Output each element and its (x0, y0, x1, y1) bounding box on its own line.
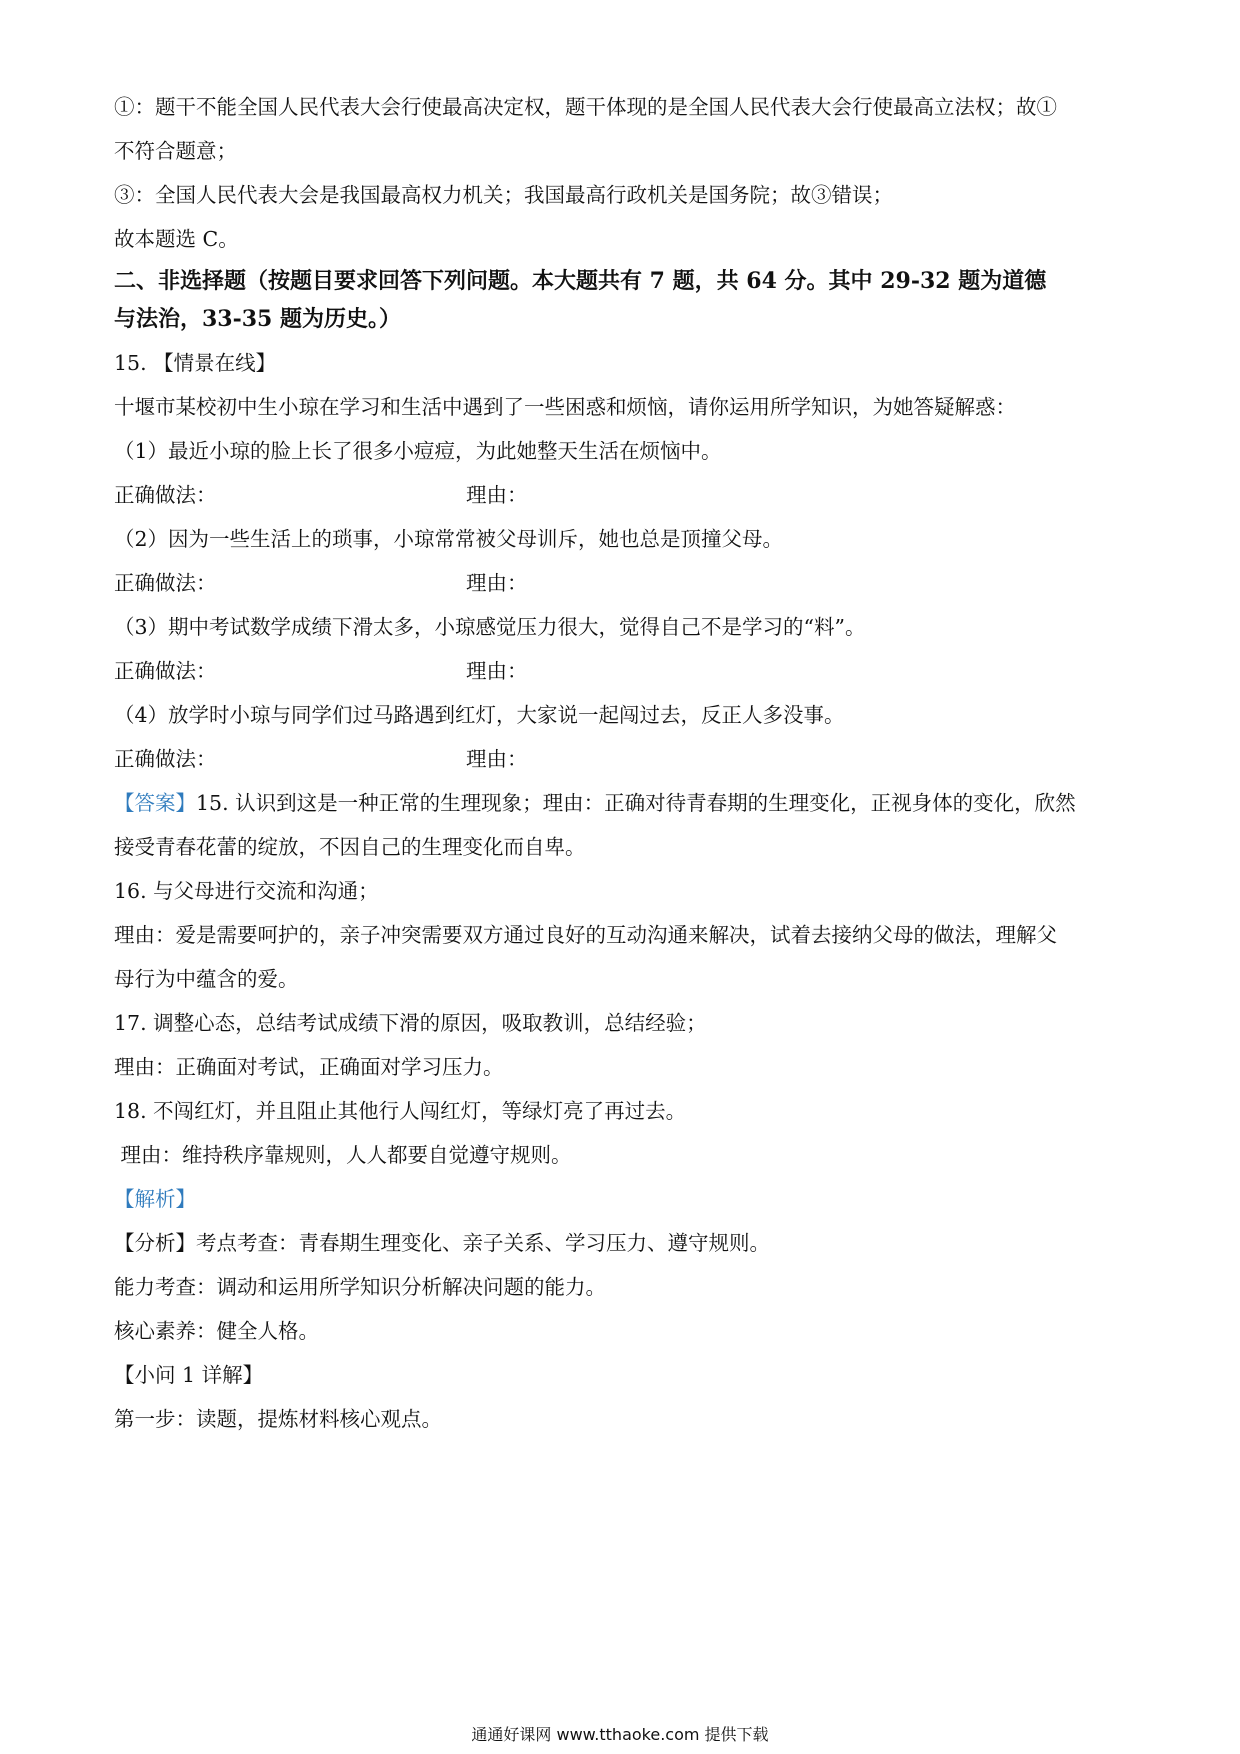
scenario-1: （1）最近小琼的脸上长了很多小痘痘，为此她整天生活在烦恼中。 (114, 439, 722, 463)
text-line: 理由：维持秩序靠规则，人人都要自觉遵守规则。 (114, 1143, 572, 1167)
answer-row (114, 744, 1134, 774)
reason-label: 理由： (466, 483, 528, 507)
reason-label: 理由： (466, 747, 528, 771)
reason-label: 理由： (466, 571, 528, 595)
text-line: 不符合题意； (114, 139, 237, 163)
question-intro: 十堰市某校初中生小琼在学习和生活中遇到了一些困惑和烦恼，请你运用所学知识，为她答疑解惑： (114, 395, 1016, 419)
analysis-line: 能力考查：调动和运用所学知识分析解决问题的能力。 (114, 1275, 606, 1299)
reason-label: 理由： (466, 659, 528, 683)
scenario-2: （2）因为一些生活上的琐事，小琼常常被父母训斥，她也总是顶撞父母。 (114, 527, 784, 551)
answer-15-line (114, 788, 1134, 818)
text-line: 接受青春花蕾的绽放，不因自己的生理变化而自卑。 (114, 835, 586, 859)
text-line: 故本题选 C。 (114, 227, 239, 251)
scenario-4: （4）放学时小琼与同学们过马路遇到红灯，大家说一起闯过去，反正人多没事。 (114, 703, 845, 727)
analysis-line: 第一步：读题，提炼材料核心观点。 (114, 1407, 442, 1431)
answer-tag: 【答案】 (114, 791, 196, 815)
scenario-3: （3）期中考试数学成绩下滑太多，小琼感觉压力很大，觉得自己不是学习的“料”。 (114, 615, 866, 639)
section-heading: 与法治，33-35 题为历史。） (114, 306, 402, 332)
text-line: ③：全国人民代表大会是我国最高权力机关；我国最高行政机关是国务院；故③错误； (114, 183, 893, 207)
question-title: 15. 【情景在线】 (114, 351, 277, 375)
answer-row (114, 568, 1134, 598)
answer-18: 18. 不闯红灯，并且阻止其他行人闯红灯，等绿灯亮了再过去。 (114, 1099, 687, 1123)
answer-15-text: 15. 认识到这是一种正常的生理现象；理由：正确对待青春期的生理变化，正视身体的变化，欣然 (196, 791, 1076, 815)
practice-label: 正确做法： (114, 747, 217, 771)
analysis-line: 核心素养：健全人格。 (114, 1319, 319, 1343)
answer-row (114, 656, 1134, 686)
practice-label: 正确做法： (114, 659, 217, 683)
answer-row (114, 480, 1134, 510)
text-line: ①：题干不能全国人民代表大会行使最高决定权，题干体现的是全国人民代表大会行使最高立法权；故① (114, 95, 1057, 119)
text-line: 母行为中蕴含的爱。 (114, 967, 299, 991)
practice-label: 正确做法： (114, 571, 217, 595)
analysis-tag: 【解析】 (114, 1187, 196, 1211)
analysis-line: 【分析】考点考查：青春期生理变化、亲子关系、学习压力、遵守规则。 (114, 1231, 770, 1255)
text-line: 理由：爱是需要呵护的，亲子冲突需要双方通过良好的互动沟通来解决，试着去接纳父母的做法，理解父 (114, 923, 1057, 947)
text-line: 理由：正确面对考试，正确面对学习压力。 (114, 1055, 504, 1079)
page-footer: 通通好课网 www.tthaoke.com 提供下载 (471, 1725, 769, 1744)
practice-label: 正确做法： (114, 483, 217, 507)
section-heading: 二、非选择题（按题目要求回答下列问题。本大题共有 7 题，共 64 分。其中 29-32 题为道德 (114, 268, 1047, 294)
answer-17: 17. 调整心态，总结考试成绩下滑的原因，吸取教训，总结经验； (114, 1011, 707, 1035)
analysis-line: 【小问 1 详解】 (114, 1363, 264, 1387)
answer-16: 16. 与父母进行交流和沟通； (114, 879, 379, 903)
